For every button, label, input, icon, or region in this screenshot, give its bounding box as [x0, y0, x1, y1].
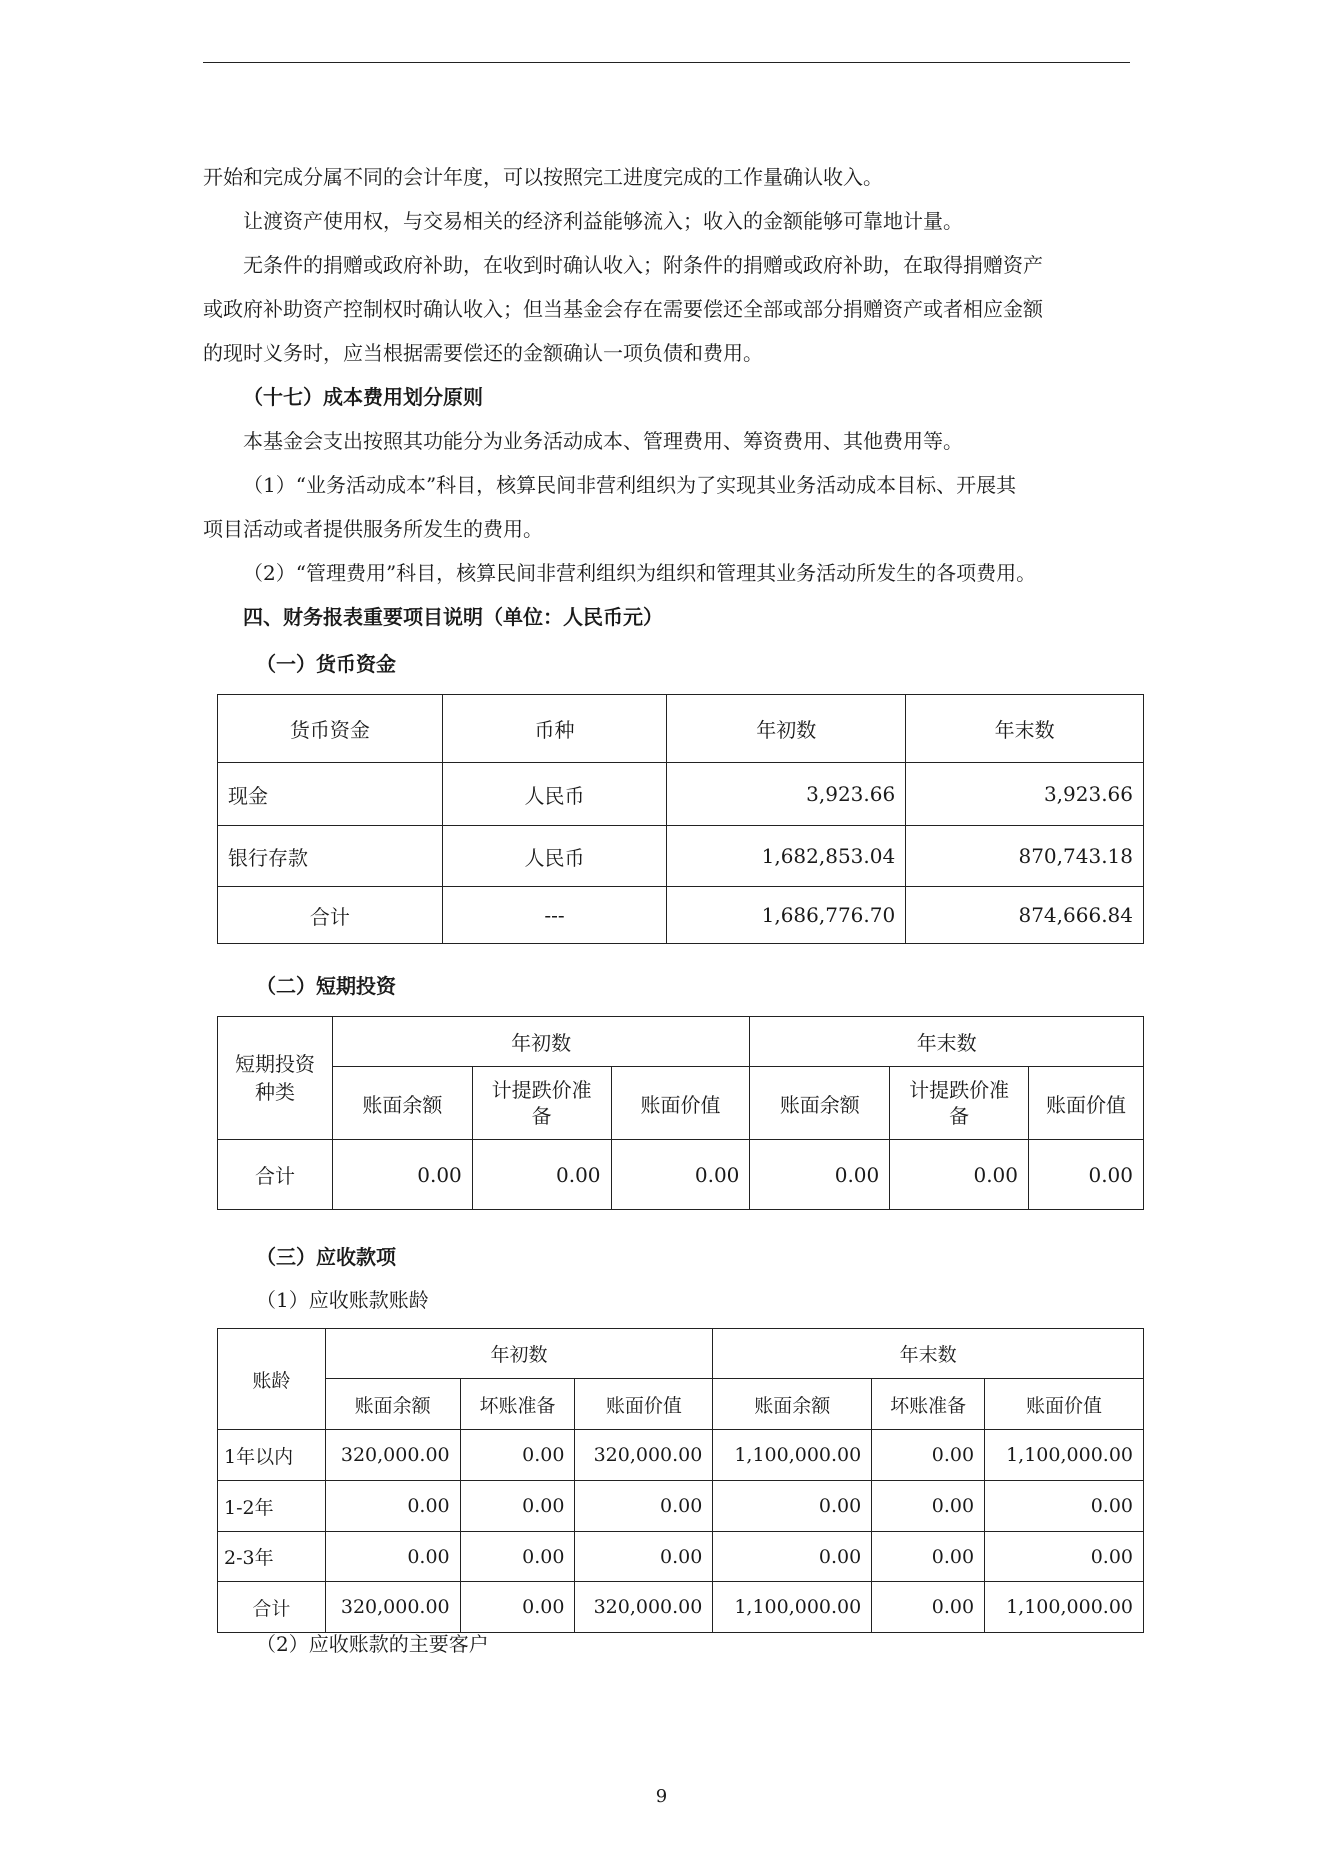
sec3-sub1: （1）应收账款账龄 [256, 1288, 429, 1312]
cell: 0.00 [325, 1532, 460, 1582]
cell: 0.00 [332, 1140, 472, 1210]
short-investment-table [217, 1016, 1144, 1210]
cell: 3,923.66 [906, 763, 1144, 826]
cell: 1,100,000.00 [985, 1430, 1144, 1481]
cell: 0.00 [460, 1582, 575, 1633]
col-header: 坏账准备 [872, 1379, 985, 1430]
cell: 0.00 [872, 1481, 985, 1532]
paragraph: 开始和完成分属不同的会计年度，可以按照完工进度完成的工作量确认收入。 [203, 165, 883, 189]
col-header: 账面价值 [575, 1379, 713, 1430]
cell: 870,743.18 [906, 826, 1144, 887]
cell: 0.00 [985, 1481, 1144, 1532]
cell: 1,100,000.00 [985, 1582, 1144, 1633]
paragraph: 无条件的捐赠或政府补助，在收到时确认收入；附条件的捐赠或政府补助，在取得捐赠资产 [243, 253, 1043, 277]
col-header: 计提跌价准备 [890, 1067, 1029, 1140]
col-header: 计提跌价准备 [472, 1067, 611, 1140]
cell: 合计 [218, 1140, 333, 1210]
paragraph: 项目活动或者提供服务所发生的费用。 [203, 517, 543, 541]
col-header: 账面余额 [325, 1379, 460, 1430]
col-header: 币种 [442, 695, 667, 763]
col-header: 账面价值 [1029, 1067, 1144, 1140]
cell: 0.00 [575, 1532, 713, 1582]
cell: 0.00 [872, 1430, 985, 1481]
cell: 0.00 [325, 1481, 460, 1532]
table-header-row [218, 1329, 1144, 1379]
cell: 0.00 [713, 1532, 872, 1582]
cell: 2-3年 [218, 1532, 326, 1582]
cell: 0.00 [575, 1481, 713, 1532]
cash-table [217, 694, 1144, 944]
end-header: 年末数 [713, 1329, 1144, 1379]
cell: 0.00 [985, 1532, 1144, 1582]
table-subheader-row [218, 1379, 1144, 1430]
cell: --- [442, 887, 667, 944]
end-header: 年末数 [750, 1017, 1144, 1067]
table-row [218, 1481, 1144, 1532]
header-rule [203, 62, 1130, 63]
col-header: 账面余额 [713, 1379, 872, 1430]
cell: 合计 [218, 887, 443, 944]
cell: 320,000.00 [575, 1430, 713, 1481]
table-row [218, 763, 1144, 826]
cell: 0.00 [460, 1481, 575, 1532]
col-header: 坏账准备 [460, 1379, 575, 1430]
cell: 人民币 [442, 826, 667, 887]
cell: 1,682,853.04 [667, 826, 906, 887]
table-header-row [218, 695, 1144, 763]
cell: 1年以内 [218, 1430, 326, 1481]
type-header-line1: 短期投资 [234, 1052, 315, 1076]
cell: 0.00 [890, 1140, 1029, 1210]
paragraph: 让渡资产使用权，与交易相关的经济利益能够流入；收入的金额能够可靠地计量。 [243, 209, 963, 233]
cell: 1,686,776.70 [667, 887, 906, 944]
sec3-title: （三）应收款项 [256, 1245, 396, 1269]
cell: 0.00 [611, 1140, 750, 1210]
cell: 320,000.00 [575, 1582, 713, 1633]
table-row-total [218, 887, 1144, 944]
sec3-sub2: （2）应收账款的主要客户 [256, 1632, 489, 1656]
cell: 0.00 [713, 1481, 872, 1532]
col-header: 年初数 [667, 695, 906, 763]
cell: 3,923.66 [667, 763, 906, 826]
table-row [218, 1532, 1144, 1582]
col-header: 账面余额 [750, 1067, 890, 1140]
table-row [218, 1430, 1144, 1481]
cell: 0.00 [872, 1532, 985, 1582]
page-number: 9 [655, 1786, 668, 1807]
cell: 现金 [218, 763, 443, 826]
receivables-table [217, 1328, 1144, 1633]
cell: 1,100,000.00 [713, 1430, 872, 1481]
cell: 0.00 [872, 1582, 985, 1633]
type-header-line2: 种类 [254, 1080, 295, 1104]
cell: 0.00 [460, 1430, 575, 1481]
cell: 1-2年 [218, 1481, 326, 1532]
col-header: 货币资金 [218, 695, 443, 763]
cell: 0.00 [750, 1140, 890, 1210]
section-heading: （十七）成本费用划分原则 [243, 385, 483, 409]
sec1-title: （一）货币资金 [256, 652, 396, 676]
table-row [218, 826, 1144, 887]
paragraph: 或政府补助资产控制权时确认收入；但当基金会存在需要偿还全部或部分捐赠资产或者相应金额 [203, 297, 1043, 321]
paragraph: 本基金会支出按照其功能分为业务活动成本、管理费用、筹资费用、其他费用等。 [243, 429, 963, 453]
table-row-total [218, 1582, 1144, 1633]
cell: 0.00 [472, 1140, 611, 1210]
cell: 320,000.00 [325, 1430, 460, 1481]
table-row-total [218, 1140, 1144, 1210]
cell: 0.00 [460, 1532, 575, 1582]
paragraph: 的现时义务时，应当根据需要偿还的金额确认一项负债和费用。 [203, 341, 763, 365]
cell: 0.00 [1029, 1140, 1144, 1210]
type-header [218, 1017, 333, 1140]
age-header: 账龄 [218, 1329, 326, 1430]
col-header: 账面余额 [332, 1067, 472, 1140]
col-header: 年末数 [906, 695, 1144, 763]
paragraph: （1）“业务活动成本”科目，核算民间非营利组织为了实现其业务活动成本目标、开展其 [243, 473, 1017, 497]
begin-header: 年初数 [332, 1017, 749, 1067]
body-text [203, 155, 1130, 639]
cell: 1,100,000.00 [713, 1582, 872, 1633]
cell: 人民币 [442, 763, 667, 826]
table-subheader-row [218, 1067, 1144, 1140]
col-header: 账面价值 [985, 1379, 1144, 1430]
table-header-row [218, 1017, 1144, 1067]
cell: 合计 [218, 1582, 326, 1633]
sec2-title: （二）短期投资 [256, 974, 396, 998]
col-header: 账面价值 [611, 1067, 750, 1140]
begin-header: 年初数 [325, 1329, 713, 1379]
cell: 874,666.84 [906, 887, 1144, 944]
section-heading: 四、财务报表重要项目说明（单位：人民币元） [243, 605, 663, 629]
cell: 银行存款 [218, 826, 443, 887]
paragraph: （2）“管理费用”科目，核算民间非营利组织为组织和管理其业务活动所发生的各项费用。 [243, 561, 1037, 585]
cell: 320,000.00 [325, 1582, 460, 1633]
